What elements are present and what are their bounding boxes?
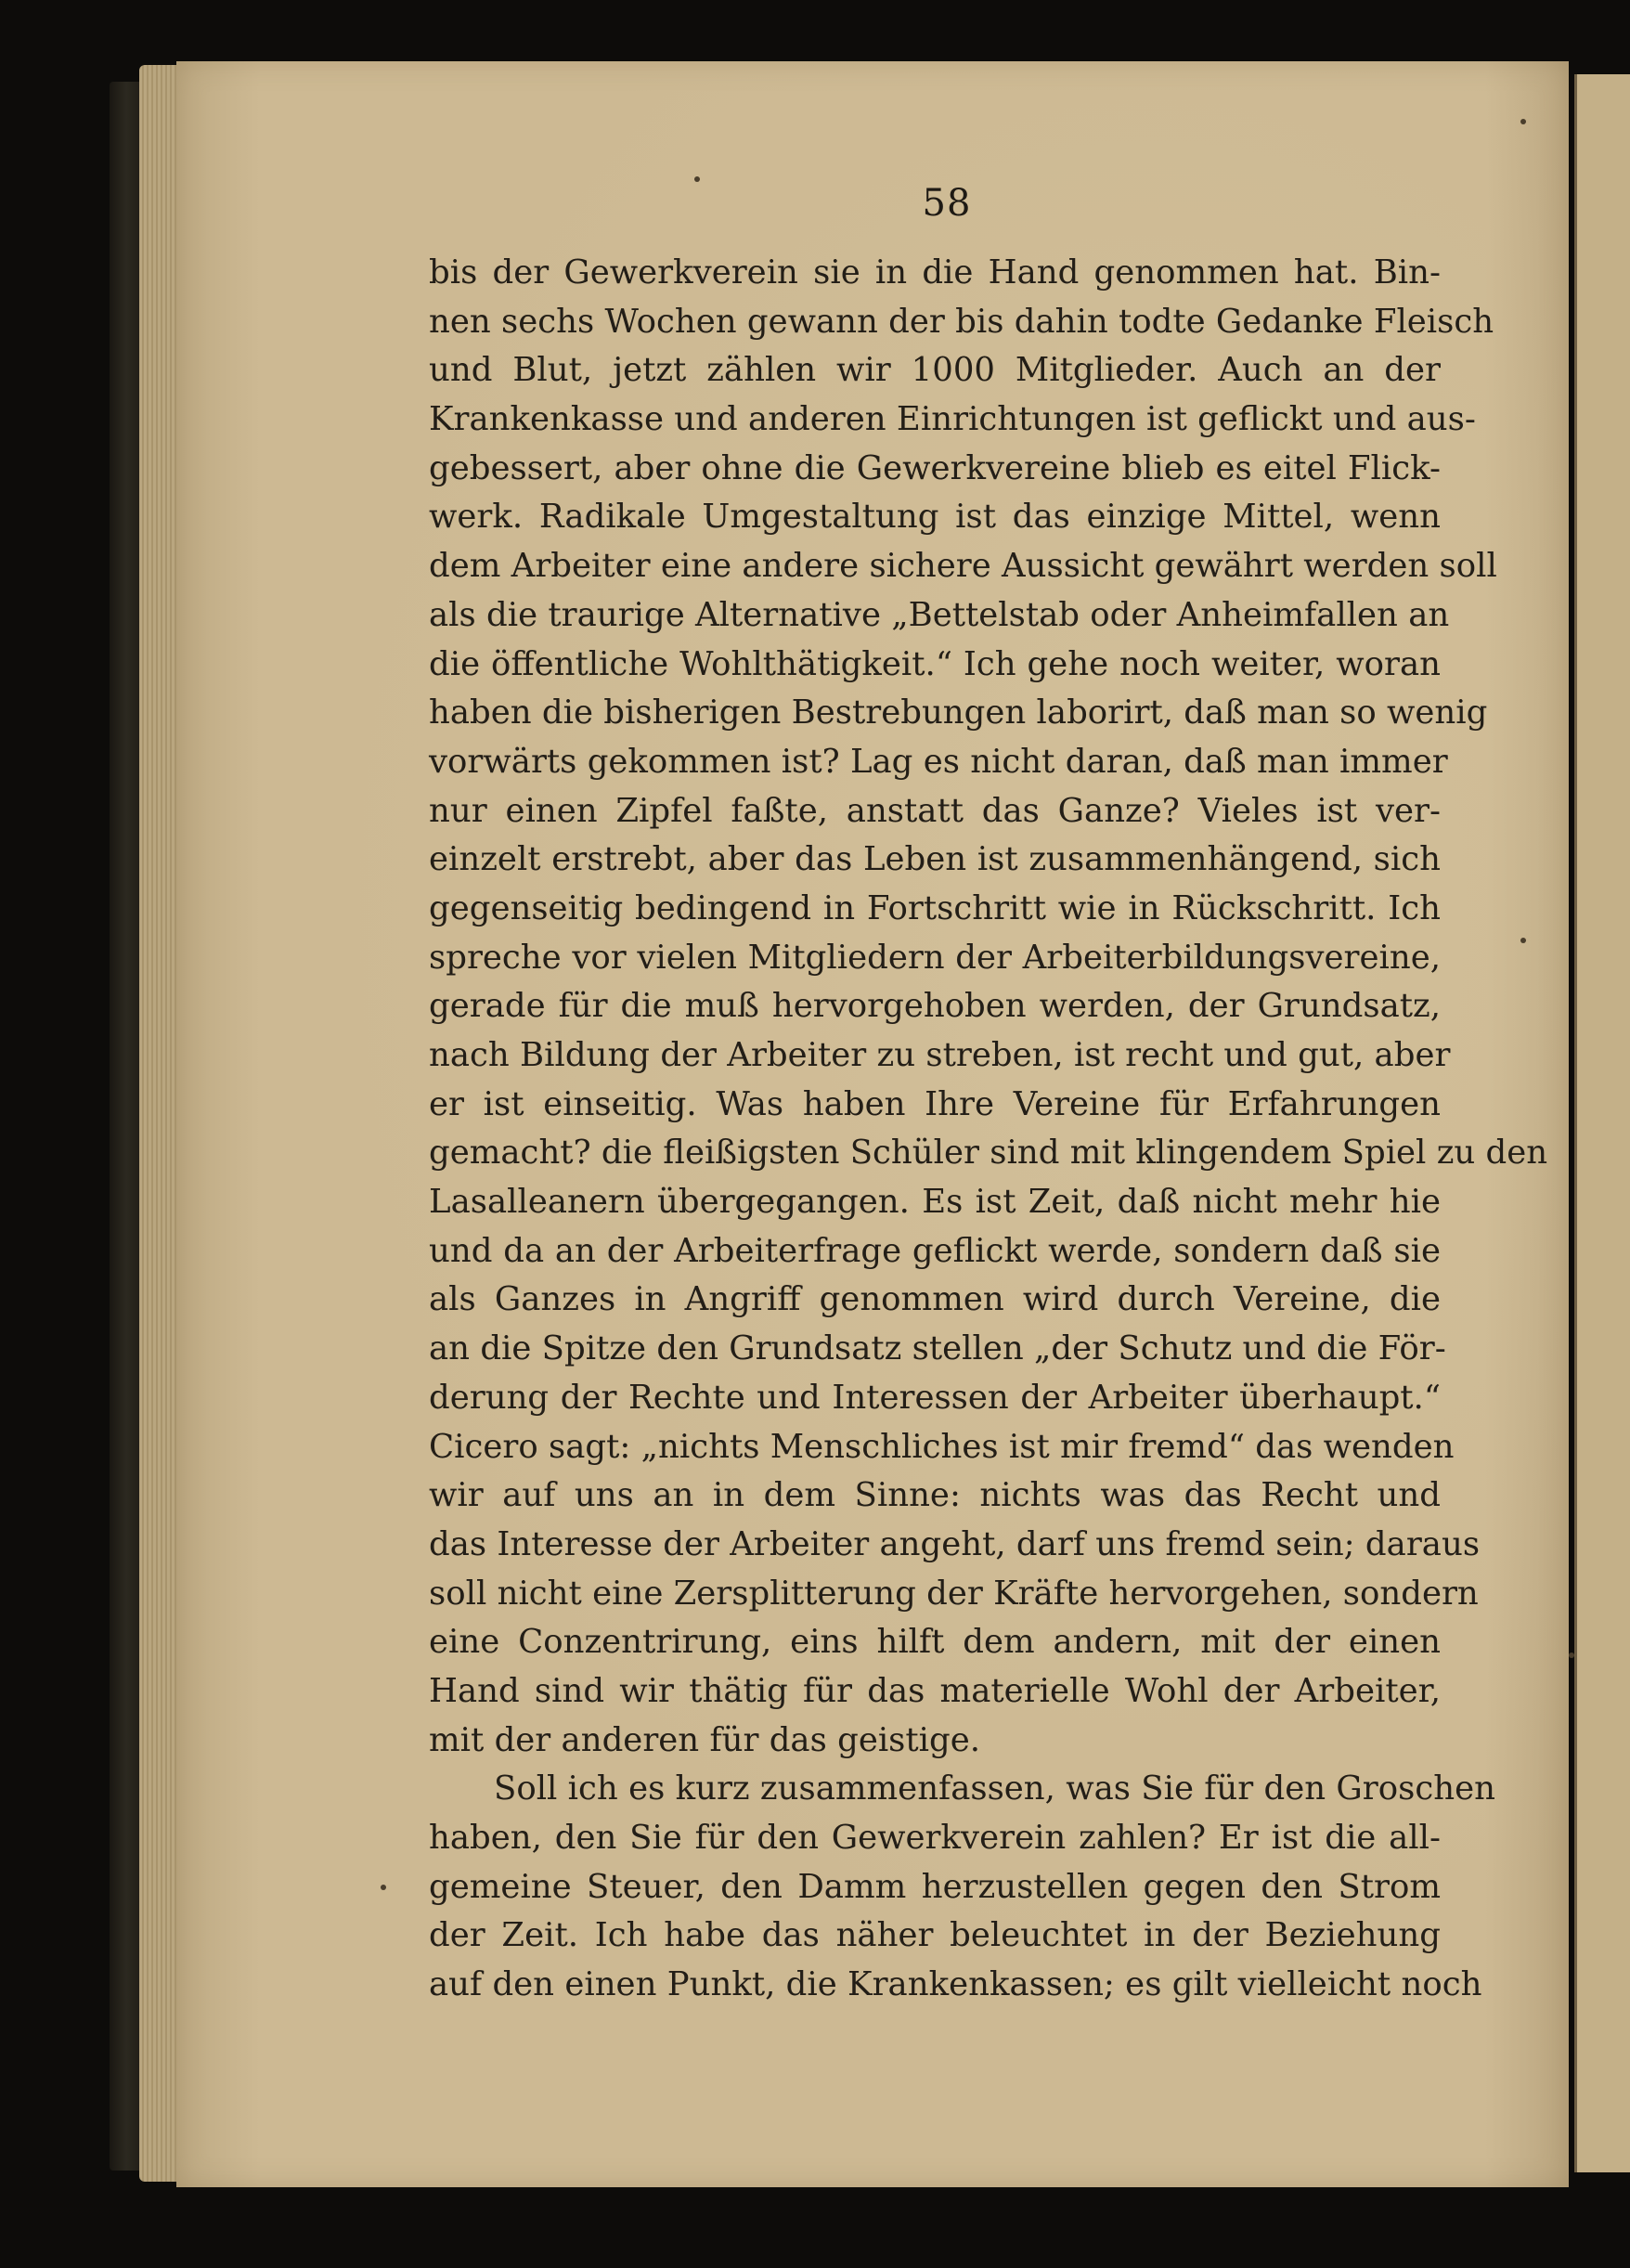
text-line: spreche vor vielen Mitgliedern der Arbeiterbildungsvereine, (429, 938, 1441, 977)
text-line: haben die bisherigen Bestrebungen laborirt, daß man so wenig (429, 693, 1488, 732)
paper-speck (1520, 119, 1526, 124)
text-line: nen sechs Wochen gewann der bis dahin todte Gedanke Fleisch (429, 302, 1494, 341)
body-text (429, 249, 1548, 2010)
text-line: derung der Rechte und Interessen der Arbeiter überhaupt.“ (429, 1378, 1441, 1417)
text-line: vorwärts gekommen ist? Lag es nicht daran, daß man immer (429, 742, 1448, 781)
text-line: der Zeit. Ich habe das näher beleuchtet in der Beziehung (429, 1916, 1441, 1955)
text-line: Cicero sagt: „nichts Menschliches ist mir fremd“ das wenden (429, 1427, 1455, 1466)
paragraph-start-line: Soll ich es kurz zusammenfassen, was Sie für den Groschen (494, 1769, 1495, 1808)
paper-speck (381, 1885, 386, 1890)
text-line: nur einen Zipfel faßte, anstatt das Ganze? Vieles ist ver- (429, 791, 1441, 830)
text-line: Hand sind wir thätig für das materielle Wohl der Arbeiter, (429, 1671, 1441, 1710)
text-line: haben, den Sie für den Gewerkverein zahlen? Er ist die all- (429, 1819, 1441, 1857)
text-line: bis der Gewerkverein sie in die Hand genommen hat. Bin- (429, 253, 1441, 292)
text-line: er ist einseitig. Was haben Ihre Vereine für Erfahrungen (429, 1084, 1441, 1123)
text-line: werk. Radikale Umgestaltung ist das einzige Mittel, wenn (429, 498, 1441, 537)
text-line: Krankenkasse und anderen Einrichtungen ist geflickt und aus- (429, 400, 1476, 439)
paper-speck (1520, 938, 1526, 943)
text-line: soll nicht eine Zersplitterung der Kräfte hervorgehen, sondern (429, 1574, 1479, 1613)
text-line: gerade für die muß hervorgehoben werden, der Grundsatz, (429, 987, 1441, 1026)
text-line: als die traurige Alternative „Bettelstab oder Anheimfallen an (429, 595, 1450, 634)
paragraph-end-line: mit der anderen für das geistige. (429, 1720, 981, 1759)
text-line: gemacht? die fleißigsten Schüler sind mit klingendem Spiel zu den (429, 1134, 1548, 1173)
text-line: die öffentliche Wohlthätigkeit.“ Ich gehe noch weiter, woran (429, 644, 1441, 683)
page-number: 58 (922, 182, 972, 225)
paper-speck (1569, 1652, 1574, 1658)
text-line: das Interesse der Arbeiter angeht, darf uns fremd sein; daraus (429, 1524, 1481, 1563)
text-line: gebessert, aber ohne die Gewerkvereine blieb es eitel Flick- (429, 448, 1441, 487)
text-line: dem Arbeiter eine andere sichere Aussicht gewährt werden soll (429, 547, 1497, 586)
text-line: und Blut, jetzt zählen wir 1000 Mitglieder. Auch an der (429, 351, 1441, 390)
text-line: nach Bildung der Arbeiter zu streben, ist recht und gut, aber (429, 1036, 1451, 1074)
text-line: auf den einen Punkt, die Krankenkassen; es gilt vielleicht noch (429, 1965, 1482, 2004)
text-line: als Ganzes in Angriff genommen wird durch Vereine, die (429, 1280, 1441, 1319)
text-line: gegenseitig bedingend in Fortschritt wie in Rückschritt. Ich (429, 888, 1441, 927)
text-line: Lasalleanern übergegangen. Es ist Zeit, daß nicht mehr hie (429, 1183, 1441, 1222)
text-line: wir auf uns an in dem Sinne: nichts was das Recht und (429, 1476, 1441, 1515)
paper-speck (694, 176, 700, 182)
text-line: einzelt erstrebt, aber das Leben ist zusammenhängend, sich (429, 840, 1441, 879)
text-line: gemeine Steuer, den Damm herzustellen gegen den Strom (429, 1867, 1441, 1906)
text-line: an die Spitze den Grundsatz stellen „der Schutz und die För- (429, 1329, 1446, 1368)
text-line: und da an der Arbeiterfrage geflickt werde, sondern daß sie (429, 1231, 1441, 1270)
facing-page-edge (1574, 74, 1630, 2172)
text-line: eine Conzentrirung, eins hilft dem andern, mit der einen (429, 1623, 1441, 1662)
